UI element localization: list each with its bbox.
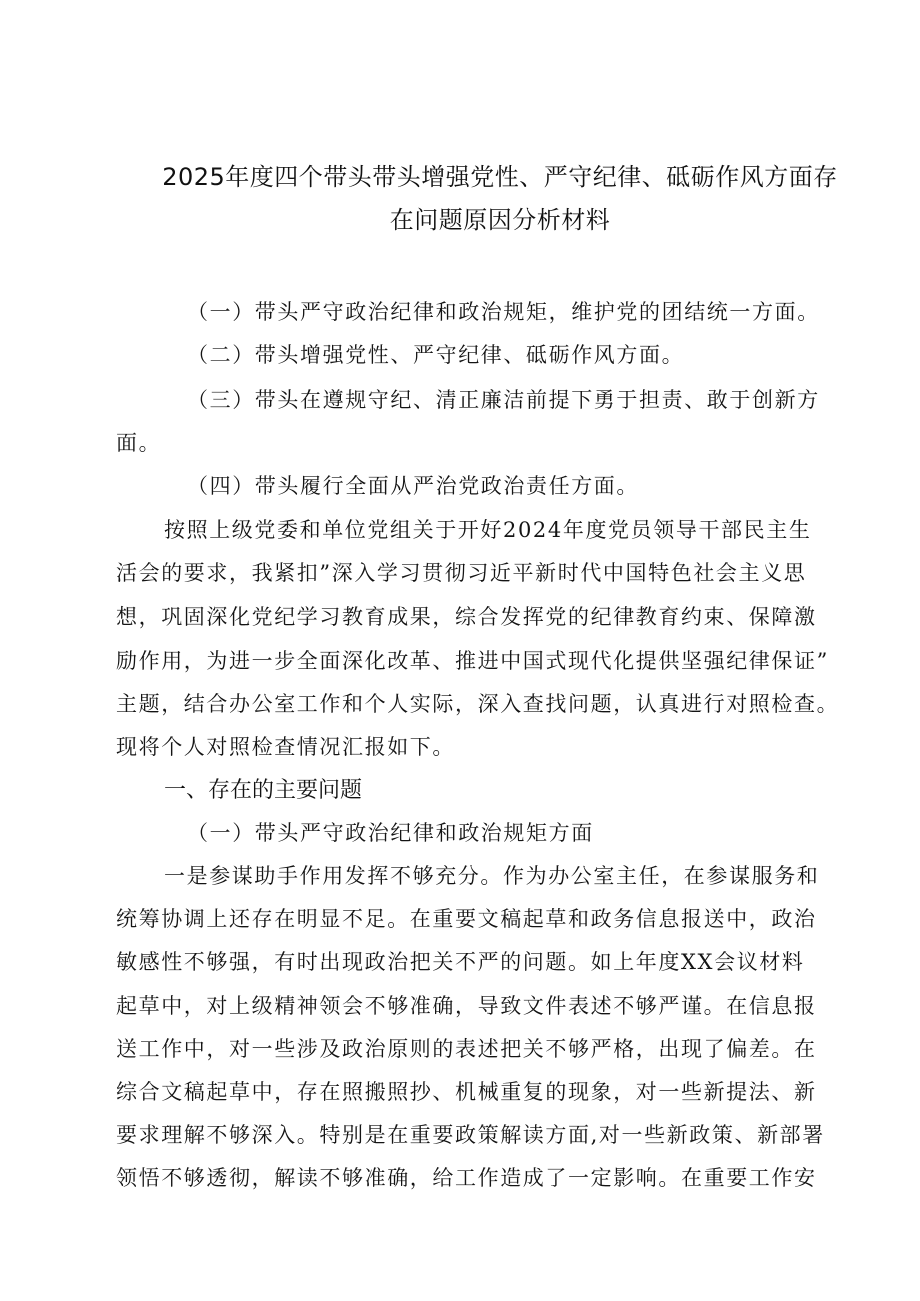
intro-line: 想，巩固深化党纪学习教育成果，综合发挥党的纪律教育约束、保障激: [116, 605, 817, 629]
item-line: （三）带头在遵规守纪、清正廉洁前提下勇于担责、敢于创新方: [187, 388, 820, 412]
item-line: （四）带头履行全面从严治党政治责任方面。: [187, 474, 639, 498]
body-line: 综合文稿起草中，存在照搬照抄、机械重复的现象，对一些新提法、新: [116, 1080, 817, 1104]
intro-line: 主题，结合办公室工作和个人实际，深入查找问题，认真进行对照检查。: [116, 692, 840, 716]
body-line: 敏感性不够强，有时出现政治把关不严的问题。如上年度XX会议材料: [116, 950, 805, 974]
item-line: （二）带头增强党性、严守纪律、砥砺作风方面。: [187, 343, 685, 367]
body-line: 一是参谋助手作用发挥不够充分。作为办公室主任，在参谋服务和: [164, 864, 820, 888]
intro-line: 活会的要求，我紧扣”深入学习贯彻习近平新时代中国特色社会主义思: [116, 561, 807, 585]
intro-line: 励作用，为进一步全面深化改革、推进中国式现代化提供坚强纪律保证”: [116, 649, 829, 673]
section-heading: 一、存在的主要问题: [164, 778, 363, 803]
body-line: 起草中，对上级精神领会不够准确，导致文件表述不够严谨。在信息报: [116, 994, 817, 1018]
document-title-line-1: 2025年度四个带头带头增强党性、严守纪律、砥砺作风方面存: [162, 163, 838, 191]
item-line: 面。: [116, 431, 162, 455]
intro-line: 现将个人对照检查情况汇报如下。: [116, 735, 455, 759]
document-title-line-2: 在问题原因分析材料: [389, 206, 611, 234]
item-line: （一）带头严守政治纪律和政治规矩，维护党的团结统一方面。: [187, 300, 820, 324]
body-line: 送工作中，对一些涉及政治原则的表述把关不够严格，出现了偏差。在: [116, 1037, 817, 1061]
body-line: 要求理解不够深入。特别是在重要政策解读方面,对一些新政策、新部署: [116, 1123, 825, 1147]
body-line: 领悟不够透彻，解读不够准确，给工作造成了一定影响。在重要工作安: [116, 1166, 817, 1190]
subsection-heading: （一）带头严守政治纪律和政治规矩方面: [187, 821, 594, 845]
intro-line: 按照上级党委和单位党组关于开好2024年度党员领导干部民主生: [164, 518, 812, 542]
body-line: 统筹协调上还存在明显不足。在重要文稿起草和政务信息报送中，政治: [116, 907, 817, 931]
